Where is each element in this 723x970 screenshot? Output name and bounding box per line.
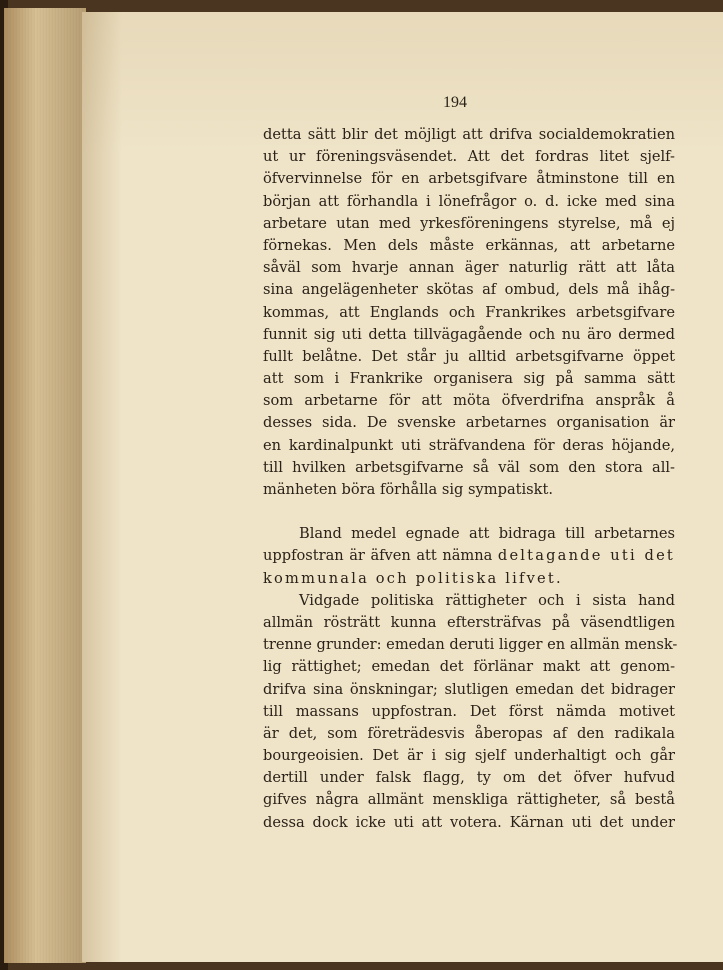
text-line: arbetare utan med yrkesföreningens styrelse, må ej <box>263 214 675 232</box>
text-line: allmän rösträtt kunna eftersträfvas på väsendtligen <box>263 613 675 631</box>
text-line: att som i Frankrike organisera sig på samma sätt <box>263 370 675 388</box>
paragraph-2 <box>263 523 675 590</box>
text-line: ut ur föreningsväsendet. Att det fordras litet sjelf- <box>263 148 675 166</box>
text-line: är det, som företrädesvis åberopas af den radikala <box>263 724 675 742</box>
text-line: en kardinalpunkt uti sträfvandena för deras höjande, <box>263 436 675 454</box>
text-line: drifva sina önskningar; slutligen emedan det bidrager <box>263 680 675 698</box>
text-line: sina angelägenheter skötas af ombud, dels må ihåg- <box>263 281 675 299</box>
paragraph-gap <box>263 501 675 523</box>
text-line: som arbetarne för att möta öfverdrifna anspråk å <box>263 392 675 410</box>
paragraph-1 <box>263 124 675 501</box>
text-line: bourgeoisien. Det är i sig sjelf underhaltigt och går <box>263 747 675 765</box>
page-edges <box>4 8 86 963</box>
text-line: till massans uppfostran. Det först nämda motivet <box>263 702 675 720</box>
text-line: mänheten böra förhålla sig sympatiskt. <box>263 481 554 498</box>
text-line: lig rättighet; emedan det förlänar makt att genom- <box>263 658 675 676</box>
text-line: Vidgade politiska rättigheter och i sista hand <box>299 591 675 609</box>
text-line: gifves några allmänt menskliga rättigheter, så bestå <box>263 791 675 809</box>
text-line: dertill under falsk flagg, ty om det öfver hufvud <box>263 769 675 787</box>
text-line: kommas, att Englands och Frankrikes arbetsgifvare <box>263 303 675 321</box>
text-line: förnekas. Men dels måste erkännas, att arbetarne <box>263 236 675 254</box>
text-line: början att förhandla i lönefrågor o. d. icke med sina <box>263 192 675 210</box>
text-line: till hvilken arbetsgifvarne så väl som den stora all- <box>263 458 675 476</box>
page-number: 194 <box>443 94 467 111</box>
text-line: fullt belåtne. Det står ju alltid arbetsgifvarne öppet <box>263 347 675 365</box>
emphasized-text: deltagande uti det <box>497 547 675 565</box>
text-line: trenne grunder: emedan deruti ligger en allmän mensk- <box>263 636 678 654</box>
text-block <box>263 124 678 834</box>
text-line: såväl som hvarje annan äger naturlig rätt att låta <box>263 259 675 277</box>
text-fragment: uppfostran är äfven att nämna <box>263 547 493 565</box>
text-line: funnit sig uti detta tillvägagående och nu äro dermed <box>263 325 675 343</box>
text-line <box>263 545 675 567</box>
text-line: Bland medel egnade att bidraga till arbetarnes <box>299 525 675 543</box>
text-line: desses sida. De svenske arbetarnes organisation är <box>263 414 675 432</box>
text-line: öfvervinnelse för en arbetsgifvare åtminstone till en <box>263 170 675 188</box>
paragraph-3 <box>263 590 678 834</box>
emphasized-text: kommunala och politiska lifvet. <box>263 569 563 587</box>
text-line: detta sätt blir det möjligt att drifva socialdemokratien <box>263 126 675 143</box>
text-line: dessa dock icke uti att votera. Kärnan uti det under <box>263 813 675 831</box>
